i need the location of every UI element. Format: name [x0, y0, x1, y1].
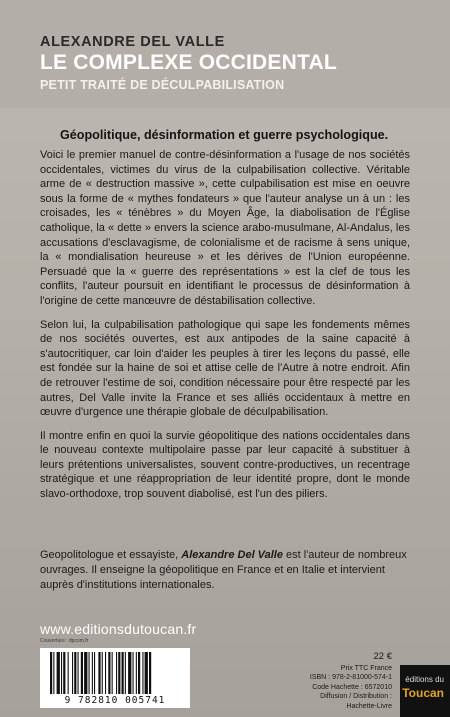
barcode-bar [118, 652, 120, 694]
bio-suffix: est l'auteur de nombreux ouvrages. Il enseigne la géopolitique en France et en Italie et intervient auprès d'institutions internationales. [40, 549, 407, 591]
barcode [40, 648, 190, 708]
book-title: LE COMPLEXE OCCIDENTAL [40, 51, 337, 74]
cover-credit: Couverture : dpcom.fr [40, 638, 89, 644]
price-info [292, 652, 392, 712]
barcode-bar [102, 652, 103, 694]
barcode-bar [98, 652, 100, 694]
publisher-logo [400, 665, 450, 717]
barcode-bar [105, 652, 106, 694]
blurb-paragraph-2: Selon lui, la culpabilisation pathologique qui sape les fondements mêmes de nos sociétés ouvertes, est aux antipodes de la saine capacité à s'autocritiquer, car loin d'aider les peuples à tirer les leçons du passé, elle est fondée sur la haine de soi et attise celle de l'Autre à notre endroit. Afin de retrouver l'estime de soi, condition nécessaire pour être respecté par les autres, Del Valle invite la France et ses alliés occidentaux à mettre en œuvre d'urgence une thérapie globale de déculpabilisation. [40, 318, 410, 419]
author-bio [40, 548, 410, 593]
barcode-bar [116, 652, 117, 694]
barcode-bar [61, 652, 62, 694]
barcode-bar [72, 652, 73, 694]
publisher-logo-small: éditions du [405, 675, 444, 684]
barcode-bar [53, 652, 54, 694]
barcode-icon [40, 648, 190, 696]
barcode-bar [81, 652, 83, 694]
barcode-bar [142, 652, 143, 694]
barcode-bar [78, 652, 79, 694]
barcode-bar [94, 652, 95, 694]
barcode-bar [149, 652, 151, 694]
barcode-bar [50, 652, 52, 694]
barcode-bar [84, 652, 87, 694]
blurb [40, 148, 410, 502]
barcode-number: 9 782810 005741 [64, 695, 166, 706]
barcode-bar [68, 652, 69, 694]
bio-prefix: Geopolitologue et essayiste, [40, 549, 182, 561]
barcode-bar [138, 652, 140, 694]
price-label: Prix TTC France [340, 664, 392, 672]
barcode-bar [122, 652, 124, 694]
book-subtitle: PETIT TRAITÉ DE DÉCULPABILISATION [40, 78, 285, 92]
barcode-bar [74, 652, 76, 694]
isbn: ISBN : 978-2-81000-574-1 [309, 674, 392, 682]
barcode-bar [57, 652, 60, 694]
barcode-bar [145, 652, 148, 694]
barcode-bar [89, 652, 90, 694]
publisher-website-link[interactable]: www.editionsdutoucan.fr [40, 621, 197, 637]
tagline: Géopolitique, désinformation et guerre psychologique. [60, 128, 389, 142]
bio-author-name: Alexandre Del Valle [181, 549, 283, 561]
author-name: ALEXANDRE DEL VALLE [40, 34, 225, 50]
code-hachette: Code Hachette : 6572010 [312, 683, 392, 691]
barcode-bar [112, 652, 113, 694]
publisher-logo-brand: Toucan [402, 686, 444, 700]
barcode-bar [125, 652, 126, 694]
barcode-bar [133, 652, 134, 694]
barcode-bar [136, 652, 137, 694]
barcode-bar [108, 652, 110, 694]
blurb-paragraph-3: Il montre enfin en quoi la survie géopolitique des nations occidentales dans le nouveau contexte multipolaire passe par leur capacité à substituer à leurs prétentions universalistes, souvent contre-productives, un recentrage stratégique et une réappropriation de leur identité propre, dont le monde slavo-orthodoxe, trop souvent diabolisé, est l'un des piliers. [40, 429, 410, 501]
barcode-bar [92, 652, 93, 694]
price: 22 € [373, 651, 392, 662]
barcode-bar [63, 652, 65, 694]
barcode-bar [128, 652, 131, 694]
blurb-paragraph-1: Voici le premier manuel de contre-désinformation a l'usage de nos sociétés occidentales, victimes du virus de la culpabilisation collective. Véritable arme de « destruction massive », cette culpabilisation est mise en oeuvre sous la forme de « mythes fondateurs » que l'auteur analyse un à un : les croisades, les « ténèbres » du Moyen Âge, la diabolisation de l'Église catholique, la « dette » envers la science arabo-musulmane, Al-Andalus, les accusations d'esclavagisme, de colonialisme et de racisme à sens unique, la « mondialisation heureuse » et les dérives de l'Union européenne. Persuadé que la « guerre des représentations » est la clef de tous les conflits, l'auteur poursuit en identifiant le processus de désinformation à l'origine de cette manœuvre de déstabilisation collective. [40, 149, 410, 307]
distribution: Diffusion / Distribution : Hachette-Livre [320, 693, 392, 710]
